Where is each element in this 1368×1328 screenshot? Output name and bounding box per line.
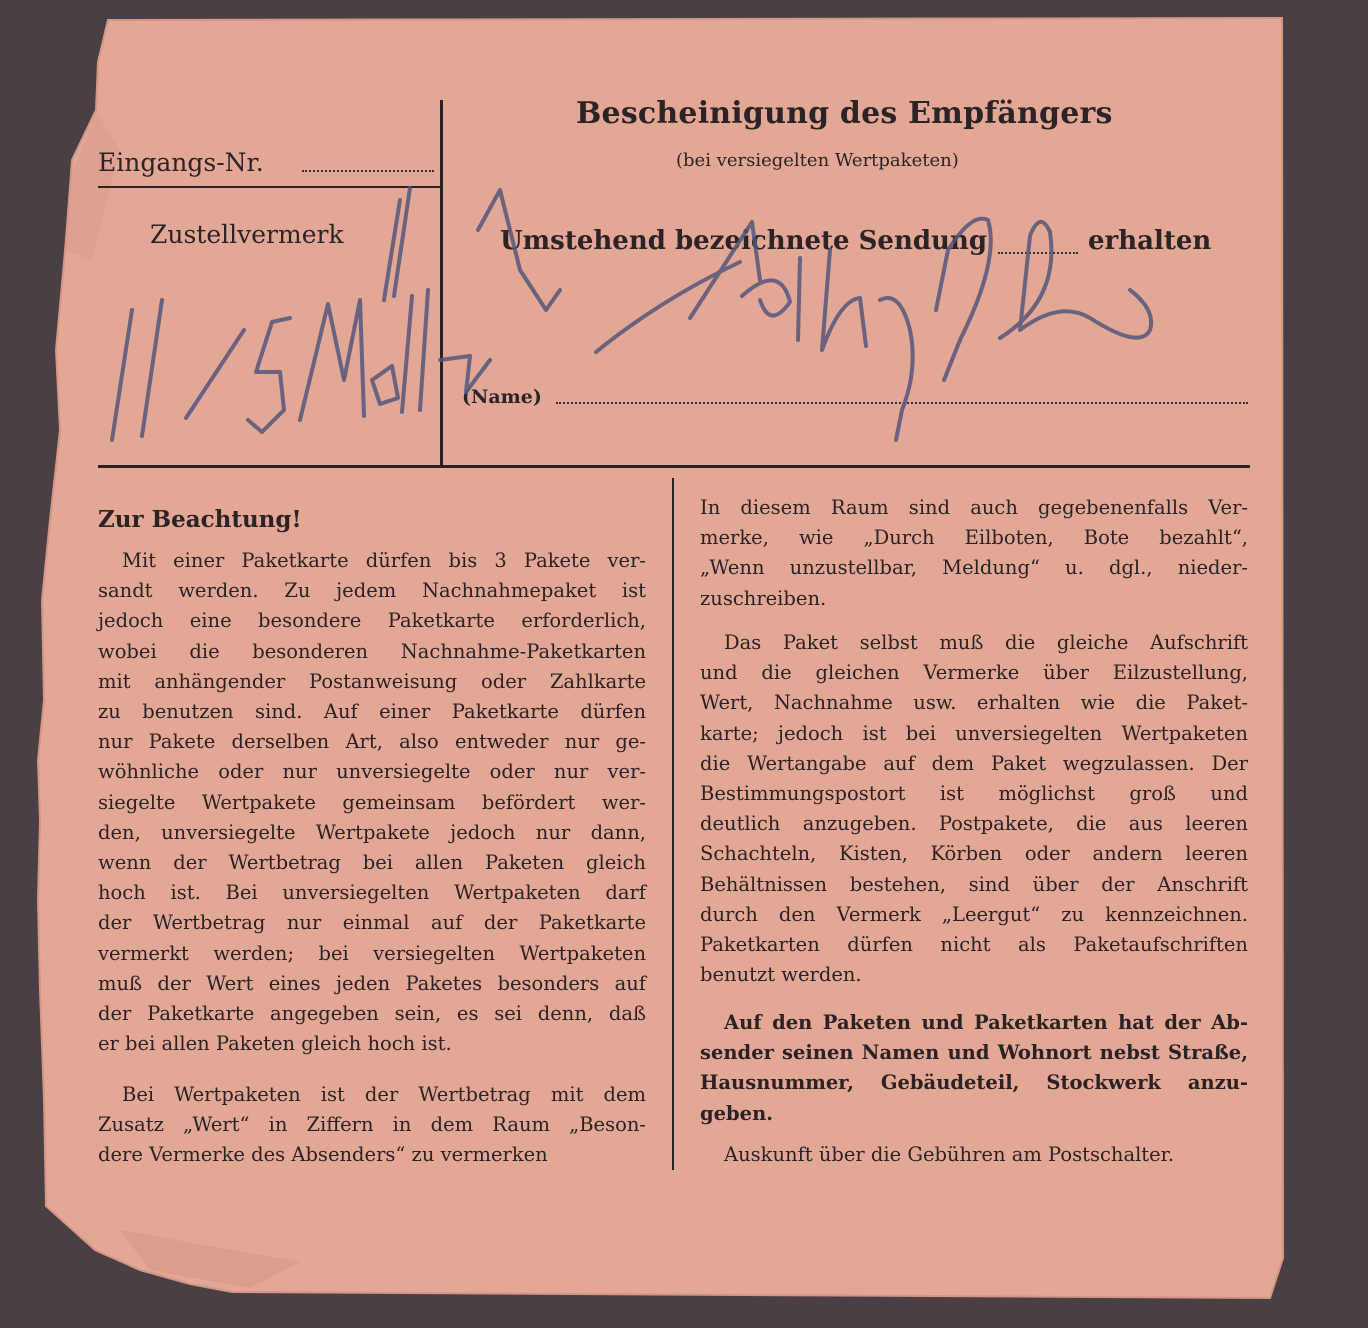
- text-line: Bestimmungspostort ist möglichst groß und: [700, 782, 1248, 806]
- certificate-title: Bescheinigung des Empfängers: [576, 96, 1113, 131]
- name-field[interactable]: [556, 402, 1248, 404]
- text-line: Wert, Nachnahme usw. erhalten wie die Paket-: [700, 691, 1248, 715]
- name-label: (Name): [462, 386, 542, 408]
- text-line: Zusatz „Wert“ in Ziffern in dem Raum „Beson-: [98, 1113, 646, 1137]
- text-line: hoch ist. Bei unversiegelten Wertpaketen darf: [98, 881, 646, 905]
- beachtung-heading: Zur Beachtung!: [98, 506, 302, 533]
- text-line: zuschreiben.: [700, 586, 827, 610]
- paket-aufschrift-paragraph: [700, 628, 1248, 990]
- text-line: deutlich anzugeben. Postpakete, die aus leeren: [700, 812, 1248, 836]
- left-header-vertical-rule: [440, 100, 443, 468]
- text-line: Das Paket selbst muß die gleiche Aufschrift: [724, 631, 1248, 654]
- text-line: In diesem Raum sind auch gegebenenfalls Ver-: [700, 496, 1248, 519]
- vermerke-paragraph: [700, 493, 1248, 614]
- header-bottom-rule: [98, 465, 1250, 468]
- sendung-statement: Umstehend bezeichnete Sendung: [500, 226, 988, 256]
- text-line: durch den Vermerk „Leergut“ zu kennzeichnen.: [700, 902, 1248, 926]
- beachtung-paragraph-1: [98, 546, 646, 1059]
- text-line: sandt werden. Zu jedem Nachnahmepaket ist: [98, 579, 646, 603]
- text-line: Schachteln, Kisten, Körben oder andern leeren: [700, 842, 1248, 866]
- text-line: „Wenn unzustellbar, Meldung“ u. dgl., nieder-: [700, 556, 1248, 580]
- absender-paragraph: [700, 1008, 1248, 1129]
- zustellvermerk-label: Zustellvermerk: [150, 220, 344, 249]
- text-line: Auf den Paketen und Paketkarten hat der Ab-: [724, 1011, 1248, 1034]
- text-line: jedoch eine besondere Paketkarte erforderlich,: [98, 609, 646, 633]
- certificate-subtitle: (bei versiegelten Wertpaketen): [676, 150, 959, 171]
- text-line: wenn der Wertbetrag bei allen Paketen gleich: [98, 851, 646, 875]
- text-line: Behältnissen bestehen, sind über der Anschrift: [700, 872, 1248, 896]
- text-line: benutzt werden.: [700, 963, 862, 987]
- text-line: karte; jedoch ist bei unversiegelten Wertpaketen: [700, 721, 1248, 745]
- text-line: der Wertbetrag nur einmal auf der Paketkarte: [98, 911, 646, 935]
- text-line: merke, wie „Durch Eilboten, Bote bezahlt“,: [700, 526, 1248, 550]
- sendung-field[interactable]: [998, 252, 1078, 254]
- text-line: zu benutzen sind. Auf einer Paketkarte dürfen: [98, 700, 646, 724]
- text-line: Mit einer Paketkarte dürfen bis 3 Pakete ver-: [122, 549, 646, 572]
- sendung-erhalten: erhalten: [1088, 226, 1212, 256]
- text-line: und die gleichen Vermerke über Eilzustellung,: [700, 661, 1248, 685]
- text-line: er bei allen Paketen gleich hoch ist.: [98, 1032, 452, 1056]
- text-line: den, unversiegelte Wertpakete jedoch nur dann,: [98, 820, 646, 844]
- eingangs-underline-rule: [98, 186, 440, 188]
- text-line: geben.: [700, 1101, 774, 1125]
- text-line: sender seinen Namen und Wohnort nebst Straße,: [700, 1041, 1248, 1065]
- text-line: vermerkt werden; bei versiegelten Wertpaketen: [98, 941, 646, 965]
- gebuehren-paragraph: [700, 1140, 1248, 1170]
- text-line: Auskunft über die Gebühren am Postschalter.: [724, 1143, 1175, 1166]
- text-line: Paketkarten dürfen nicht als Paketaufschriften: [700, 933, 1248, 957]
- text-line: der Paketkarte angegeben sein, es sei denn, daß: [98, 1002, 646, 1026]
- text-line: muß der Wert eines jeden Paketes besonders auf: [98, 971, 646, 995]
- column-divider-rule: [672, 478, 674, 1170]
- text-line: wobei die besonderen Nachnahme-Paketkarten: [98, 639, 646, 663]
- text-line: siegelte Wertpakete gemeinsam befördert wer-: [98, 790, 646, 814]
- text-line: Bei Wertpaketen ist der Wertbetrag mit dem: [122, 1083, 646, 1106]
- eingangs-nr-label: Eingangs-Nr.: [98, 148, 264, 177]
- text-line: dere Vermerke des Absenders“ zu vermerken: [98, 1143, 548, 1167]
- text-line: mit anhängender Postanweisung oder Zahlkarte: [98, 669, 646, 693]
- eingangs-nr-field[interactable]: [302, 170, 434, 172]
- text-line: nur Pakete derselben Art, also entweder nur ge-: [98, 730, 646, 754]
- beachtung-paragraph-2: [98, 1080, 646, 1171]
- text-line: wöhnliche oder nur unversiegelte oder nur ver-: [98, 760, 646, 784]
- text-line: die Wertangabe auf dem Paket wegzulassen. Der: [700, 751, 1248, 775]
- text-line: Hausnummer, Gebäudeteil, Stockwerk anzu-: [700, 1071, 1248, 1095]
